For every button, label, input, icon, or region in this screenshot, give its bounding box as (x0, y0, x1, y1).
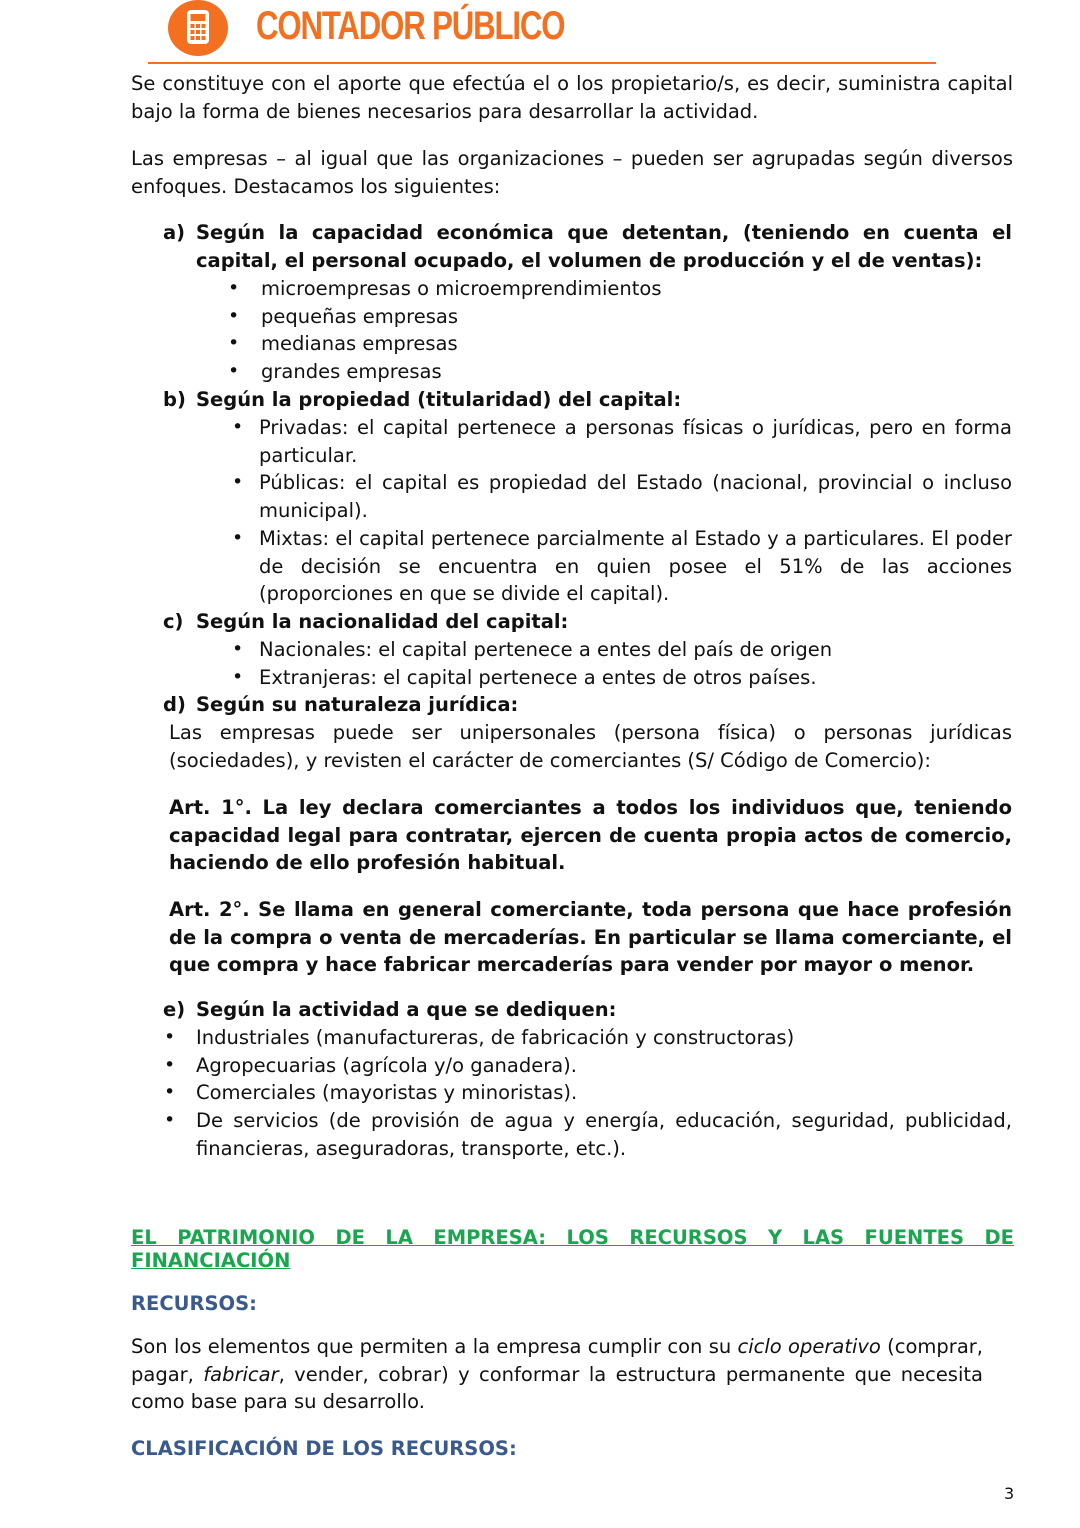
section-c-marker: c) (163, 610, 184, 633)
list-item: Agropecuarias (agrícola y/o ganadera). (196, 1054, 577, 1077)
intro-paragraph-1: Se constituye con el aporte que efectúa el o los propietario/s, es decir, suministra capital bajo la forma de bienes necesarios para desarrollar la actividad. (131, 72, 1013, 123)
list-item: microempresas o microemprendimientos (261, 277, 662, 300)
list-item: Industriales (manufactureras, de fabricación y constructoras) (196, 1026, 795, 1049)
recursos-text-italic-2: fabricar (203, 1362, 279, 1386)
bullet-icon: • (164, 1026, 176, 1048)
clasificacion-heading: CLASIFICACIÓN DE LOS RECURSOS: (131, 1437, 517, 1460)
section-e-marker: e) (163, 998, 186, 1021)
list-item: De servicios (de provisión de agua y energía, educación, seguridad, publicidad, financieras, aseguradoras, transporte, etc.). (196, 1109, 1012, 1160)
bullet-icon: • (232, 416, 244, 438)
list-item: Extranjeras: el capital pertenece a entes de otros países. (259, 666, 817, 689)
section-e-title: Según la actividad a que se dediquen: (196, 998, 617, 1021)
section-c-title: Según la nacionalidad del capital: (196, 610, 569, 633)
section-d-marker: d) (163, 693, 186, 716)
list-item: grandes empresas (261, 360, 442, 383)
bullet-icon: • (232, 527, 244, 549)
list-item: Mixtas: el capital pertenece parcialmente al Estado y a particulares. El poder de decisión se encuentra en quien posee el 51% de las acciones (proporciones en que se divide el capital). (259, 527, 1012, 605)
list-item: pequeñas empresas (261, 305, 458, 328)
header-title: CONTADOR PÚBLICO (256, 4, 565, 48)
section-b-marker: b) (163, 388, 186, 411)
bullet-icon: • (232, 638, 244, 660)
bullet-icon: • (228, 277, 240, 299)
article-2: Art. 2°. Se llama en general comerciante, toda persona que hace profesión de la compra o venta de mercaderías. En particular se llama comerciante, el que compra y hace fabricar mercaderías para vender por mayor o menor. (169, 898, 1012, 976)
logo (168, 0, 228, 56)
intro-paragraph-2: Las empresas – al igual que las organizaciones – pueden ser agrupadas según diversos enfoques. Destacamos los siguientes: (131, 147, 1013, 198)
bullet-icon: • (232, 666, 244, 688)
section-b-title: Según la propiedad (titularidad) del capital: (196, 388, 682, 411)
list-item: Privadas: el capital pertenece a personas físicas o jurídicas, pero en forma particular. (259, 416, 1012, 467)
recursos-heading: RECURSOS: (131, 1292, 257, 1315)
section-d-title: Según su naturaleza jurídica: (196, 693, 519, 716)
recursos-text-end: , vender, cobrar) y conformar la estructura permanente que necesita como base para su desarrollo. (131, 1362, 983, 1413)
page-number: 3 (1004, 1484, 1015, 1503)
list-item: Nacionales: el capital pertenece a entes del país de origen (259, 638, 833, 661)
section-d-body: Las empresas puede ser unipersonales (persona física) o personas jurídicas (sociedades), y revisten el carácter de comerciantes (S/ Código de Comercio): (169, 721, 1012, 772)
article-1: Art. 1°. La ley declara comerciantes a todos los individuos que, teniendo capacidad legal para contratar, ejercen de cuenta propia actos de comercio, haciendo de ello profesión habitual. (169, 796, 1012, 874)
bullet-icon: • (228, 305, 240, 327)
list-item: Públicas: el capital es propiedad del Estado (nacional, provincial o incluso municipal). (259, 471, 1012, 522)
bullet-icon: • (232, 471, 244, 493)
list-item: medianas empresas (261, 332, 458, 355)
recursos-text-mid: (comprar, pagar, (131, 1335, 983, 1386)
recursos-text-start: Son los elementos que permiten a la empresa cumplir con su (131, 1335, 738, 1358)
bullet-icon: • (228, 360, 240, 382)
recursos-text-italic-1: ciclo operativo (737, 1335, 881, 1358)
section-a-title: Según la capacidad económica que detentan, (teniendo en cuenta el capital, el personal ocupado, el volumen de producción y el de ventas): (196, 221, 1012, 272)
patrimonio-heading-line2: FINANCIACIÓN (131, 1249, 291, 1272)
bullet-icon: • (164, 1109, 176, 1131)
bullet-icon: • (228, 332, 240, 354)
recursos-paragraph (131, 1333, 983, 1416)
patrimonio-heading: EL PATRIMONIO DE LA EMPRESA: LOS RECURSOS Y LAS FUENTES DE (131, 1226, 1014, 1249)
bullet-icon: • (164, 1054, 176, 1076)
section-a-marker: a) (163, 221, 186, 244)
calculator-icon (168, 0, 228, 56)
list-item: Comerciales (mayoristas y minoristas). (196, 1081, 578, 1104)
header-divider (148, 62, 936, 64)
bullet-icon: • (164, 1081, 176, 1103)
